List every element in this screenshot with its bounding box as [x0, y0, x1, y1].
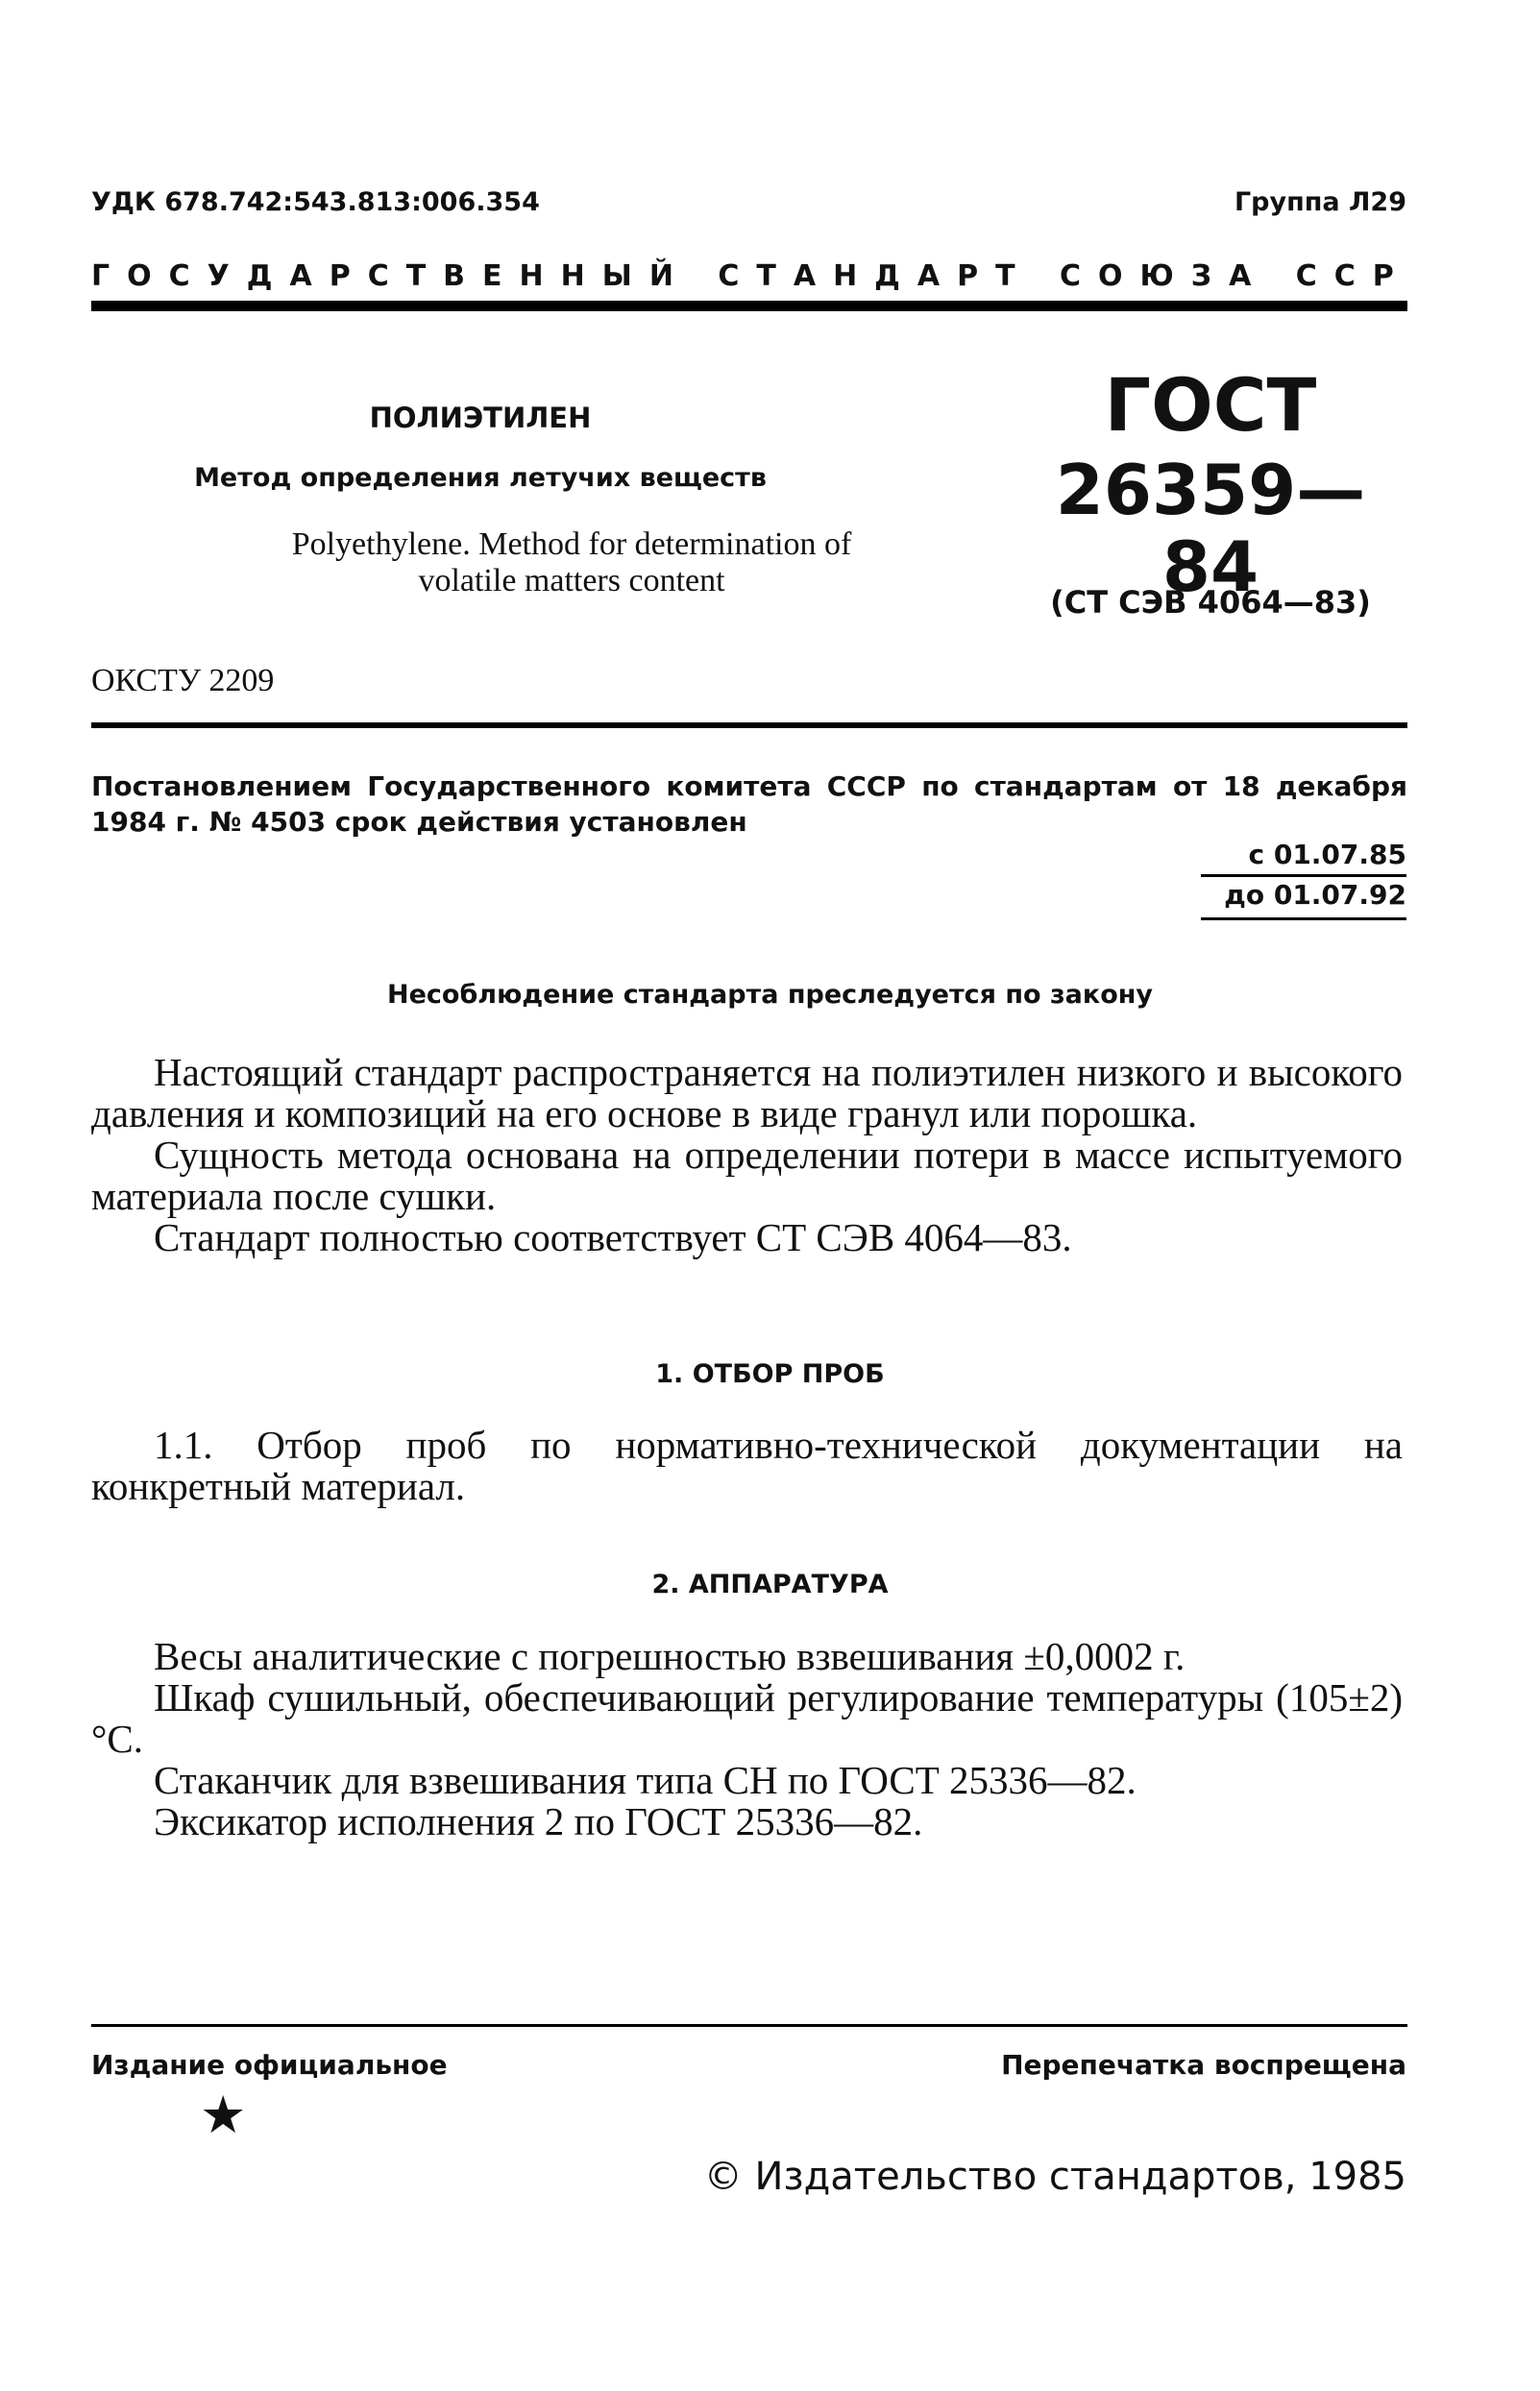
intro-paragraph-compliance: Стандарт полностью соответствует СТ СЭВ 4064—83. — [154, 1215, 1072, 1259]
intro-block — [91, 1052, 1403, 1258]
okstu-code: ОКСТУ 2209 — [91, 663, 275, 698]
official-edition: Издание официальное — [91, 2049, 448, 2081]
section-2-heading: 2. АППАРАТУРА — [651, 1570, 889, 1599]
group-code: Группа Л29 — [1234, 187, 1406, 217]
copyright-icon: © — [703, 2155, 743, 2199]
english-title-line2: volatile matters content — [418, 563, 725, 598]
standard-banner: ГОСУДАРСТВЕННЫЙ СТАНДАРТ СОЮЗА ССР — [91, 259, 1411, 293]
st-sev-reference: (СТ СЭВ 4064—83) — [1050, 584, 1371, 621]
gost-number: 26359—84 — [1055, 450, 1366, 607]
product-name: ПОЛИЭТИЛЕН — [369, 402, 592, 434]
section-1-paragraph: 1.1. Отбор проб по нормативно-технической документации на конкретный материал. — [91, 1423, 1403, 1508]
legal-warning: Несоблюдение стандарта преследуется по закону — [386, 980, 1154, 1010]
title-rule — [91, 722, 1407, 728]
apparatus-desiccator: Эксикатор исполнения 2 по ГОСТ 25336—82. — [154, 1799, 923, 1843]
decree-text: Постановлением Государственного комитета СССР по стандартам от 18 декабря 1984 г. № 4503 срок действия установлен — [91, 770, 1407, 838]
header-rule — [91, 301, 1407, 311]
intro-paragraph-method: Сущность метода основана на определении потери в массе испытуемого материала после сушки. — [91, 1133, 1403, 1218]
gost-label: ГОСТ — [1104, 362, 1317, 448]
validity-to: до 01.07.92 — [1224, 879, 1406, 911]
udk-code: УДК 678.742:543.813:006.354 — [91, 187, 540, 217]
english-title-line1: Polyethylene. Method for determination of — [291, 526, 852, 562]
english-title — [91, 526, 1052, 599]
validity-from: с 01.07.85 — [1248, 839, 1406, 870]
apparatus-oven: Шкаф сушильный, обеспечивающий регулирование температуры (105±2)°С. — [91, 1675, 1403, 1761]
apparatus-weighing-cup: Стаканчик для взвешивания типа СН по ГОСТ 25336—82. — [154, 1758, 1137, 1802]
section-1-body — [91, 1425, 1403, 1507]
publisher-line — [704, 2155, 1406, 2199]
section-1-heading: 1. ОТБОР ПРОБ — [655, 1359, 885, 1389]
validity-underline — [1201, 917, 1406, 920]
intro-paragraph-scope: Настоящий стандарт распространяется на полиэтилен низкого и высокого давления и композиций на его основе в виде гранул или порошка. — [91, 1050, 1403, 1135]
method-title: Метод определения летучих веществ — [194, 463, 767, 493]
reprint-prohibited: Перепечатка воспрещена — [1001, 2049, 1406, 2081]
star-icon: ★ — [200, 2085, 247, 2145]
footer-rule — [91, 2024, 1407, 2027]
apparatus-balance: Весы аналитические с погрешностью взвешивания ±0,0002 г. — [154, 1634, 1186, 1678]
section-2-body — [91, 1636, 1403, 1842]
publisher-name: Издательство стандартов, 1985 — [754, 2155, 1406, 2199]
validity-divider — [1201, 874, 1406, 877]
